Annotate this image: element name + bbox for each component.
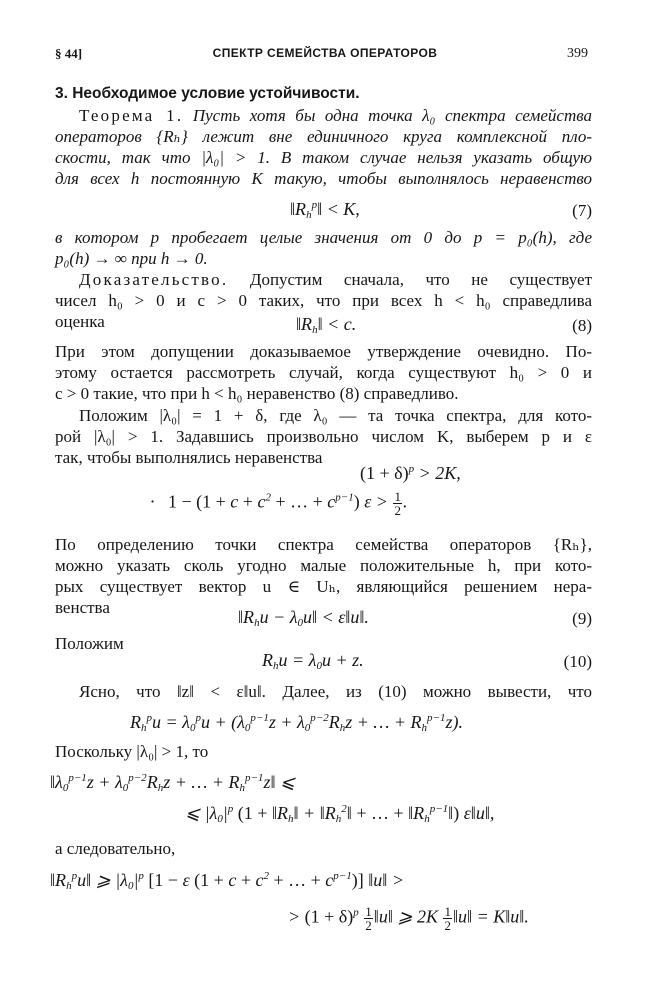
proof-label: Доказательство. <box>79 270 229 289</box>
section-marker: § 44] <box>55 46 83 61</box>
section-heading: 3. Необходимое условие устойчивости. <box>55 85 360 102</box>
eq-label-8: (8) <box>572 316 592 335</box>
running-title: СПЕКТР СЕМЕЙСТВА ОПЕРАТОРОВ <box>212 46 438 60</box>
page-number: 399 <box>567 46 588 61</box>
polozhim-line-1: Положим |λ₀| = 1 + δ, где λ₀ — та точка спектра, для кото- <box>79 406 592 425</box>
proof-line-1 <box>55 270 592 290</box>
definition-line-2: можно указать сколь угодно малые положительные h, при кото- <box>55 556 592 575</box>
polozhim-line-3: так, чтобы выполнялись неравенства <box>55 448 323 467</box>
polozhim2-line: Положим <box>55 634 124 653</box>
formula-final-1: $‖R_h^pu‖$ ⩾ $|\lambda_0|^p$ [1 − ε ($1 + c + c^2$ + … + $c^{p-1}$)] ‖u‖ > <box>50 870 404 892</box>
polozhim-line-2: рой |λ₀| > 1. Задавшись произвольно числом K, выберем p и ε <box>55 427 592 446</box>
formula-final-2: > $(1 + \delta)^p$ $\frac{1}{2}$ ‖u‖ ⩾ 2K $\frac{1}{2}$ ‖u‖ = K‖u‖. <box>288 904 529 933</box>
eq-label-10: (10) <box>563 652 592 671</box>
theorem-line-3: скости, так что |λ₀| > 1. В таком случае нельзя указать общую <box>55 148 592 167</box>
formula-ineq-1: $(1 + \delta)^p > 2K$, <box>360 463 461 483</box>
theorem-line-1 <box>55 106 592 126</box>
formula-expand: $R_h^pu = \lambda_0^pu + (\lambda_0^{p-1}z + \lambda_0^{p-2}R_hz$ + … + $R_h^{p-1}z$). <box>130 712 463 734</box>
formula-bound-1: $‖\lambda_0^{p-1}z + \lambda_0^{p-2}R_hz$ + … + $R_h^{p-1}z‖$ ⩽ <box>50 772 296 794</box>
theorem-after-1: в котором p пробегает целые значения от 0 до p = p₀(h), где <box>55 228 592 247</box>
after8-line-1: При этом допущении доказываемое утверждение очевидно. По- <box>55 342 592 361</box>
eq-label-7: (7) <box>572 201 592 220</box>
theorem-after-2: p₀(h) → ∞ при h → 0. <box>55 249 208 268</box>
yasno-line: Ясно, что ‖z‖ < ε‖u‖. Далее, из (10) можно вывести, что <box>79 682 592 701</box>
formula-9: $‖R_hu$ − $\lambda_0u‖$ < ε‖u‖. <box>238 607 369 629</box>
formula-7: $‖R_h^p‖ < K$, <box>290 199 360 221</box>
theorem-label: Теорема 1. <box>79 106 184 125</box>
proof-text: Допустим сначала, что не существует <box>249 270 593 289</box>
after8-line-3: c > 0 такие, что при h < h₀ неравенство (8) справедливо. <box>55 384 459 403</box>
proof-line-3: оценка <box>55 312 105 331</box>
sledovatelno-line: а следовательно, <box>55 839 176 858</box>
definition-line-3: рых существует вектор u ∈ Uₕ, являющийся решением нера- <box>55 577 592 596</box>
proof-line-2: чисел h₀ > 0 и c > 0 таких, что при всех h < h₀ справедлива <box>55 291 592 310</box>
formula-ineq-2: · $1 - (1 + c + c^2$ + … + $c^{p-1}$) ε > $\frac{1}{2}$ . <box>150 489 408 518</box>
theorem-line-4: для всех h постоянную K такую, чтобы выполнялось неравенство <box>55 169 592 188</box>
theorem-line-2: операторов {Rₕ} лежит вне единичного круга комплексной пло- <box>55 127 592 146</box>
definition-line-1: По определению точки спектра семейства операторов {Rₕ}, <box>55 535 592 554</box>
theorem-text: Пусть хотя бы одна точка λ₀ спектра семейства <box>192 106 593 125</box>
poskolku-line: Поскольку |λ₀| > 1, то <box>55 742 209 761</box>
formula-8: $‖R_h‖ < c$. <box>296 314 357 336</box>
after8-line-2: этому остается рассмотреть случай, когда существуют h₀ > 0 и <box>55 363 592 382</box>
definition-line-4: венства <box>55 598 110 617</box>
formula-bound-2: ⩽ $|\lambda_0|^p$ ($1 + ‖R_h‖$ + $‖R_h^2‖$ + … + $‖R_h^{p-1}‖$) ε‖u‖, <box>185 803 495 825</box>
formula-10: $R_hu = \lambda_0u + z$. <box>262 650 364 672</box>
eq-label-9: (9) <box>572 609 592 628</box>
